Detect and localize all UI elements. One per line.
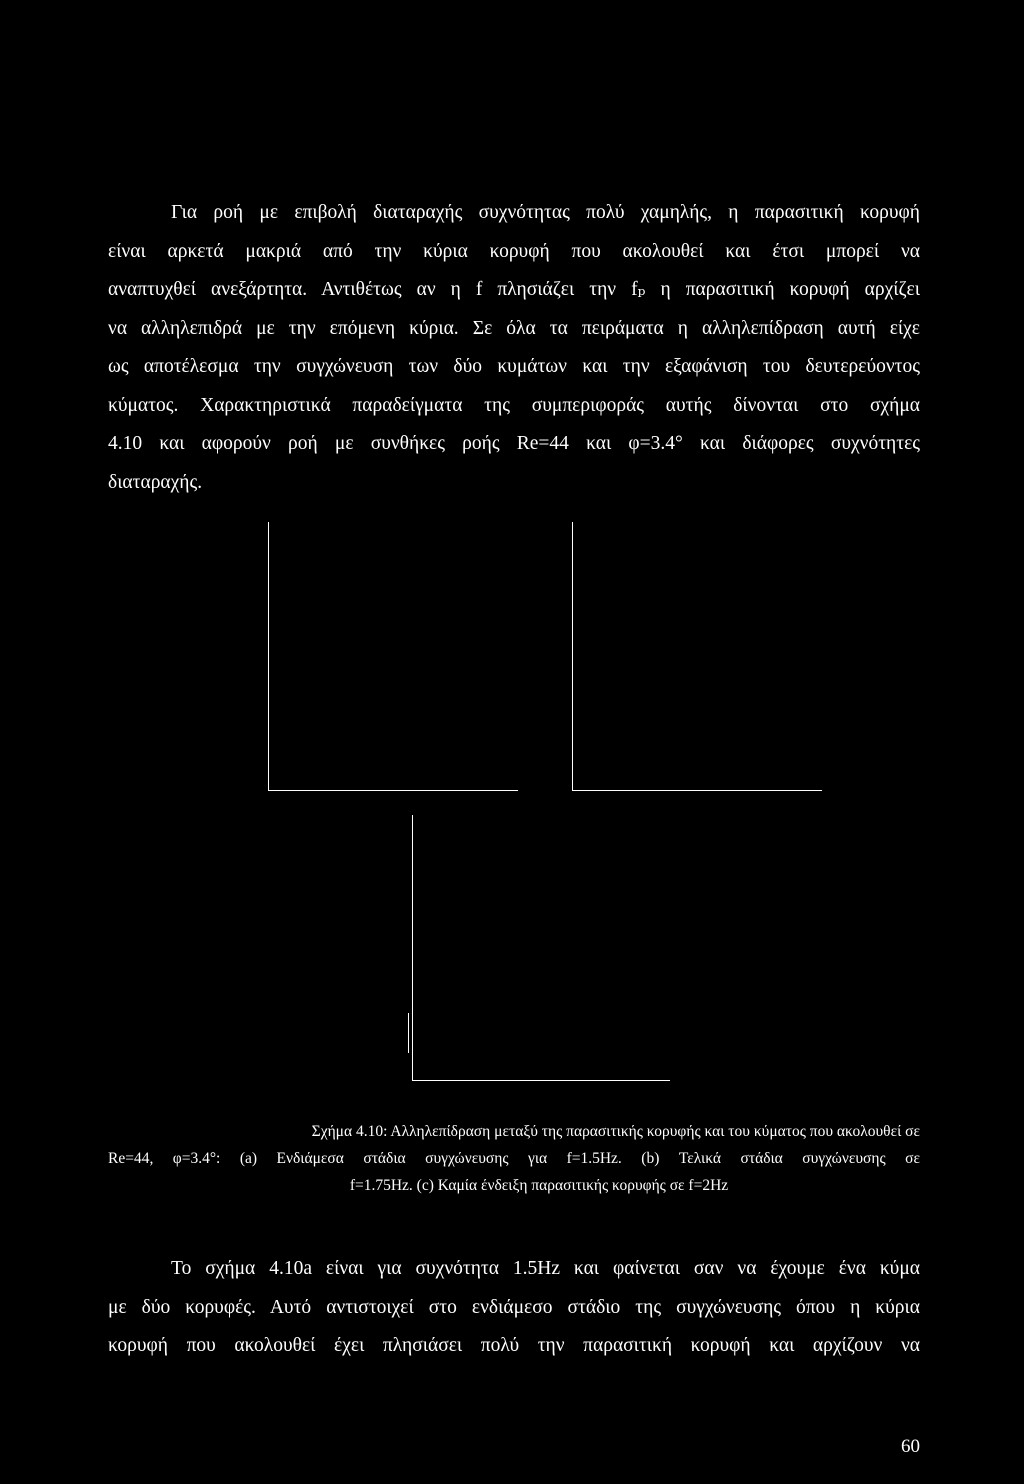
body-paragraph-1	[108, 194, 920, 502]
paragraph-line: ως αποτέλεσμα την συγχώνευση των δύο κυμάτων και την εξαφάνιση του δευτερεύοντος	[108, 356, 920, 377]
paragraph-line: διαταραχής.	[108, 471, 203, 493]
page-number: 60	[901, 1436, 920, 1457]
panel-b-x-axis	[572, 790, 822, 791]
caption-line: f=1.75Hz. (c) Καμία ένδειξη παρασιτικής κορυφής σε f=2Hz	[349, 1177, 729, 1194]
paragraph-line: Το σχήμα 4.10a είναι για συχνότητα 1.5Hz και φαίνεται σαν να έχουμε ένα κύμα	[171, 1258, 920, 1279]
caption-line: Σχήμα 4.10: Αλληλεπίδραση μεταξύ της παρασιτικής κορυφής και του κύματος που ακολουθεί σε	[311, 1123, 920, 1140]
figure-panel-b	[572, 522, 822, 792]
body-paragraph-2	[108, 1250, 920, 1366]
panel-c-tick	[408, 1013, 409, 1053]
paragraph-line: με δύο κορυφές. Αυτό αντιστοιχεί στο ενδιάμεσο στάδιο της συγχώνευσης όπου η κύρια	[108, 1296, 920, 1318]
panel-a-x-axis	[268, 790, 518, 791]
panel-b-y-axis	[572, 522, 573, 790]
figure-panel-c	[408, 815, 670, 1083]
panel-a-y-axis	[268, 522, 269, 790]
paragraph-line: Για ροή με επιβολή διαταραχής συχνότητας πολύ χαμηλής, η παρασιτική κορυφή	[171, 202, 920, 223]
paragraph-line: κορυφή που ακολουθεί έχει πλησιάσει πολύ την παρασιτική κορυφή και αρχίζουν να	[108, 1335, 920, 1356]
panel-c-y-axis	[412, 815, 413, 1080]
panel-c-x-axis	[412, 1080, 670, 1081]
paragraph-line: κύματος. Χαρακτηριστικά παραδείγματα της συμπεριφοράς αυτής δίνονται στο σχήμα	[108, 394, 920, 416]
paragraph-line: 4.10 και αφορούν ροή με συνθήκες ροής Re=44 και φ=3.4° και διάφορες συχνότητες	[108, 433, 920, 454]
figure-panel-a	[268, 522, 518, 792]
paragraph-line: να αλληλεπιδρά με την επόμενη κύρια. Σε όλα τα πειράματα η αλληλεπίδραση αυτή είχε	[108, 317, 920, 339]
paragraph-line: είναι αρκετά μακριά από την κύρια κορυφή που ακολουθεί και έτσι μπορεί να	[108, 240, 920, 262]
caption-line: Re=44, φ=3.4°: (a) Ενδιάμεσα στάδια συγχώνευσης για f=1.5Hz. (b) Τελικά στάδια συγχώνευσης σε	[108, 1150, 920, 1167]
paragraph-line: αναπτυχθεί ανεξάρτητα. Αντιθέτως αν η f πλησιάζει την fₚ η παρασιτική κορυφή αρχίζει	[108, 279, 920, 300]
figure-caption	[108, 1118, 920, 1199]
